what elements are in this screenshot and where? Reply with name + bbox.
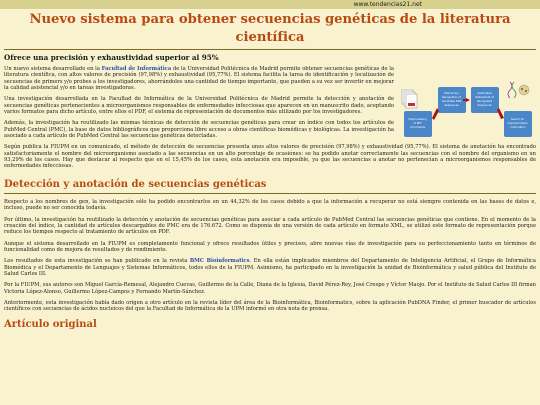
step-label: of PDF xyxy=(413,122,422,125)
paragraph: Por la FIUPM, sus autores son Miguel García-Remesal, Alejandro Cuevas, Guillermo de la Calle, Diana de la Iglesia, David Pérez-Rey, José Crespo y Víctor Maojo. Por el Instituto de Salud Carlos III firman Victoria López-Alonso, Guillermo López-Campos y Fernando Martín-Sánchez. xyxy=(4,282,536,295)
step-label: Recognition of xyxy=(442,96,461,99)
article-title: Nuevo sistema para obtener secuencias genéticas de la literatura científica xyxy=(29,12,511,45)
site-url[interactable]: www.tendencias21.net xyxy=(353,1,422,8)
paragraph: Los resultados de esta investigación se han publicado en la revista BMC Bioinformatics. En ella están implicados miembros del Departamento de Inteligencia Artificial, el Grupo de Informática Biomédica y el Departamento de Lenguajes y Sistemas Informáticos, todos ellos de la FIUPM. Asimismo, ha participado en la investigación la unidad de Bioinformática y salud pública del Instituto de Salud Carlos III. xyxy=(4,258,536,277)
step-label: Preliminary xyxy=(444,92,459,95)
step-label: Automated xyxy=(477,92,492,95)
paragraph: Según publica la FIUPM en un comunicado, el método de detección de secuencias presenta unos altos valores de precisión (97,98%) y exhaustividad (95,77%). El sistema de anotación ha encontrado satisfactoriamente el nombre del microorganismo asociado a las secuencias en un alto porcentaje de ocasiones: se ha podido anotar correctamente las secuencias con el nombre del organismo en un 93,29% de los casos. Hay que destacar al respecto que en el 15,45% de los casos, esta anotación era imposible, ya que las secuencias a anotar no pertenecían a microorganismos responsables de enfermedades infecciosas. xyxy=(4,144,536,170)
step-label: Sequences xyxy=(444,104,459,107)
step-label: Recognized xyxy=(477,100,493,103)
journal-link[interactable]: BMC Bioinformatics xyxy=(189,258,250,265)
step-label: Refinement of xyxy=(475,96,494,99)
paragraph: Respecto a los nombres de gen, la investigación sólo ha podido encontrarlos en un 44,32% de los casos debido a que la información a recuperar no está siempre contenida en las bases de datos e, incluso, puede no ser conocida todavía. xyxy=(4,198,536,212)
pipeline-svg xyxy=(400,78,534,142)
step-label: Organism/Gene xyxy=(507,122,528,125)
step-label: Preprocessing xyxy=(408,118,427,121)
paragraph: Además, la investigación ha reutilizado las mismas técnicas de detección de secuencias genéticas para crear un índice con todos los artículos de PubMed Central (PMC), la base de datos bibliográficos que proporciona libre acceso a obras científicas biomédicas y biológicas. La investigación ha asociado a cada artículo de PubMed Central las secuencias genéticas detectadas. xyxy=(4,120,394,140)
paragraph: Anteriormente, esta investigación había dado origen a otro artículo en la revista líder del área de la Bioinformática, Bioinformatics, sobre la aplicación PubDNA Finder, el primer buscador de artículos científicos con secuencias de ácidos nucleicos del que la Facultad de Informática de la UPM informó en otra nota de prensa. xyxy=(4,299,536,313)
section-heading: Detección y anotación de secuencias genéticas xyxy=(4,178,267,190)
intro-block xyxy=(4,66,536,139)
step-label: Sequences xyxy=(477,104,492,107)
pdf-documents-icon xyxy=(402,90,417,108)
article-subtitle: Ofrece una precisión y exhaustividad superior al 95% xyxy=(4,53,219,62)
pipeline-diagram xyxy=(400,78,534,142)
step-label: Documents xyxy=(410,126,425,129)
paragraph: Aunque el sistema desarrollado en la FIUPM es completamente funcional y ofrece resultados útiles y precisos, abre nuevas vías de investigación para su perfeccionamiento tanto en términos de funcionalidad como de mejora de resultados y de rendimiento. xyxy=(4,240,536,253)
step-label: Search for xyxy=(510,118,525,121)
paragraph: Por último, la investigación ha reutilizado la detección y anotación de secuencias genéticas para asociar a cada artículo de PubMed Central las secuencias genéticas que contiene. En el momento de la creación del índice, la cantidad de artículos descargables de PMC era de 176.672. Como se disponía de una versión de cada artículo en formato XML, se utilizó este formato de representación porque reduce los tiempos respecto al tratamiento de artículos en PDF. xyxy=(4,216,536,236)
step-label: Candidate DNA xyxy=(441,100,462,103)
title-divider xyxy=(4,49,536,50)
section-divider xyxy=(4,193,536,194)
dna-icon xyxy=(508,82,529,98)
original-article-heading: Artículo original xyxy=(4,318,97,330)
faculty-link[interactable]: Facultad de Informática xyxy=(101,66,172,72)
top-bar xyxy=(0,0,540,9)
step-label: Information xyxy=(510,126,526,129)
paragraph: Una investigación desarrollada en la Facultad de Informática de la Universidad Politécnica de Madrid permite la detección y anotación de secuencias genéticas pertenecientes a microorganismos responsables de enfermedades infecciosas que aparecen en un manuscrito dado, aceptando varios formatos para dicho artículo, entre ellos el PDF, el sistema de representación de documentos más utilizado por los investigadores. xyxy=(4,96,394,116)
paragraph: Un nuevo sistema desarrollado en la Facultad de Informática de la Universidad Politécnica de Madrid permite obtener secuencias genéticas de la literatura científica, con altos valores de precisión (97,98%) y exhaustividad (95,77%). El sistema facilita la tarea de identificación y localización de secuencias de primers y/o probes a los investigadores, ahorrándoles una cantidad de tiempo importante, que pueden a su vez ser invertir en mejorar la calidad asistencial y/o en tareas investigadoras. xyxy=(4,66,394,92)
article xyxy=(4,10,536,331)
intro-text xyxy=(4,66,394,139)
